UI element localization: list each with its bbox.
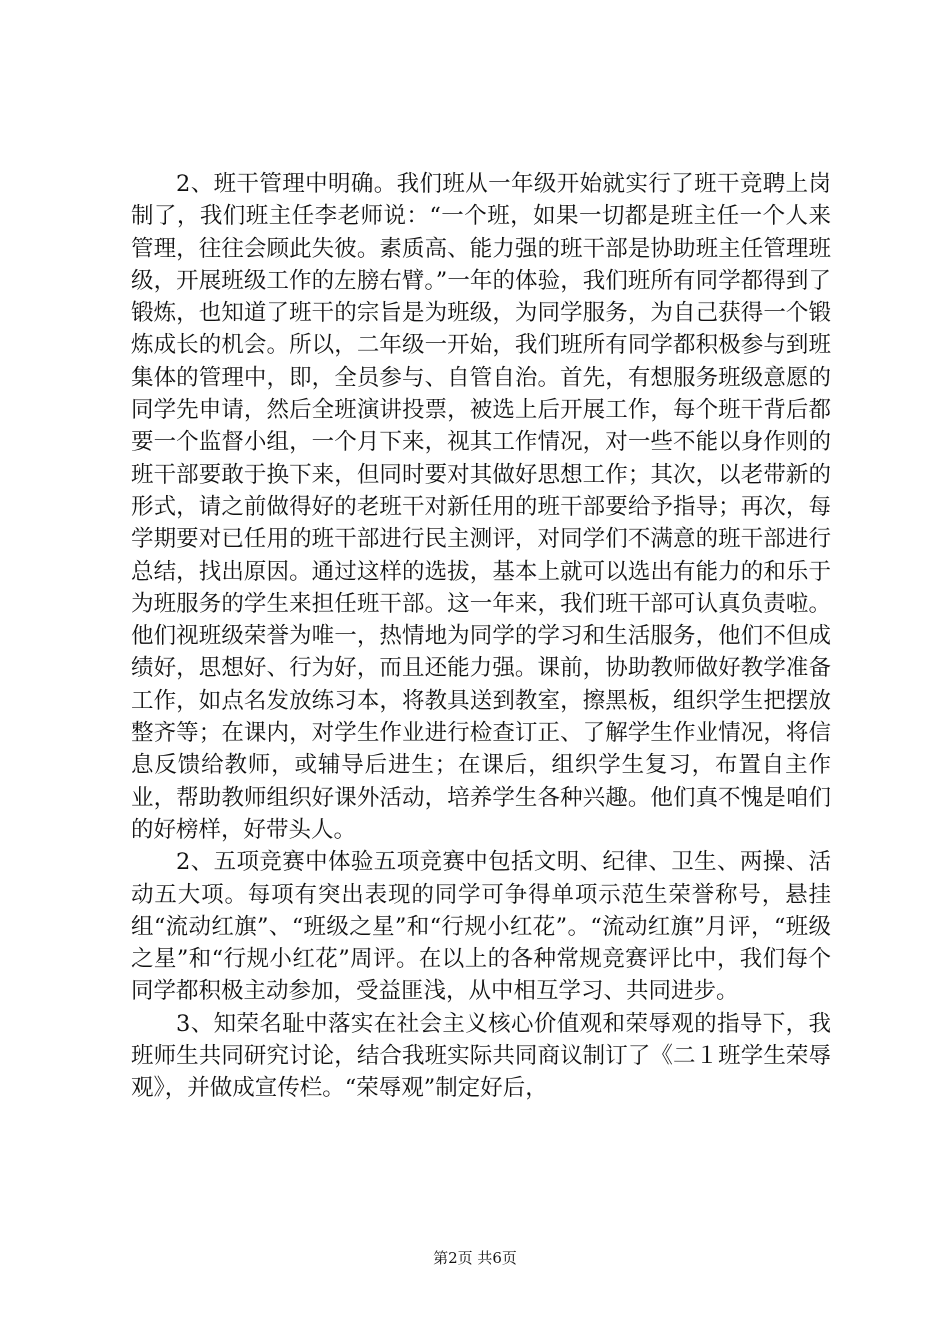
paragraph-honor-and-shame: 3、知荣名耻中落实在社会主义核心价值观和荣辱观的指导下，我班师生共同研究讨论，结合我班实际共同商议制订了《二１班学生荣辱观》，并做成宣传栏。“荣辱观”制定好后， [131,1010,831,1102]
page-number-footer: 第2页 共6页 [433,1249,517,1267]
document-body [131,168,831,1105]
paragraph-class-cadre-management: 2、班干管理中明确。我们班从一年级开始就实行了班干竞聘上岗制了，我们班主任李老师说：“一个班，如果一切都是班主任一个人来管理，往往会顾此失彼。素质高、能力强的班干部是协助班主任管理班级，开展班级工作的左膀右臂。”一年的体验，我们班所有同学都得到了锻炼，也知道了班干的宗旨是为班级，为同学服务，为自己获得一个锻炼成长的机会。所以，二年级一开始，我们班所有同学都积极参与到班集体的管理中，即，全员参与、自管自治。首先，有想服务班级意愿的同学先申请，然后全班演讲投票，被选上后开展工作，每个班干背后都要一个监督小组，一个月下来，视其工作情况，对一些不能以身作则的班干部要敢于换下来，但同时要对其做好思想工作；其次，以老带新的形式，请之前做得好的老班干对新任用的班干部要给予指导；再次，每学期要对已任用的班干部进行民主测评，对同学们不满意的班干部进行总结，找出原因。通过这样的选拔，基本上就可以选出有能力的和乐于为班服务的学生来担任班干部。这一年来，我们班干部可认真负责啦。他们视班级荣誉为唯一，热情地为同学的学习和生活服务，他们不但成绩好，思想好、行为好，而且还能力强。课前，协助教师做好教学准备工作，如点名发放练习本，将教具送到教室，擦黑板，组织学生把摆放整齐等；在课内，对学生作业进行检查订正、了解学生作业情况，将信息反馈给教师，或辅导后进生；在课后，组织学生复习，布置自主作业，帮助教师组织好课外活动，培养学生各种兴趣。他们真不愧是咱们的好榜样，好带头人。 [131,171,831,843]
paragraph-five-competitions: 2、五项竞赛中体验五项竞赛中包括文明、纪律、卫生、两操、活动五大项。每项有突出表现的同学可争得单项示范生荣誉称号，悬挂组“流动红旗”、“班级之星”和“行规小红花”。“流动红旗”月评，“班级之星”和“行规小红花”周评。在以上的各种常规竞赛评比中，我们每个同学都积极主动参加，受益匪浅，从中相互学习、共同进步。 [131,849,831,1005]
